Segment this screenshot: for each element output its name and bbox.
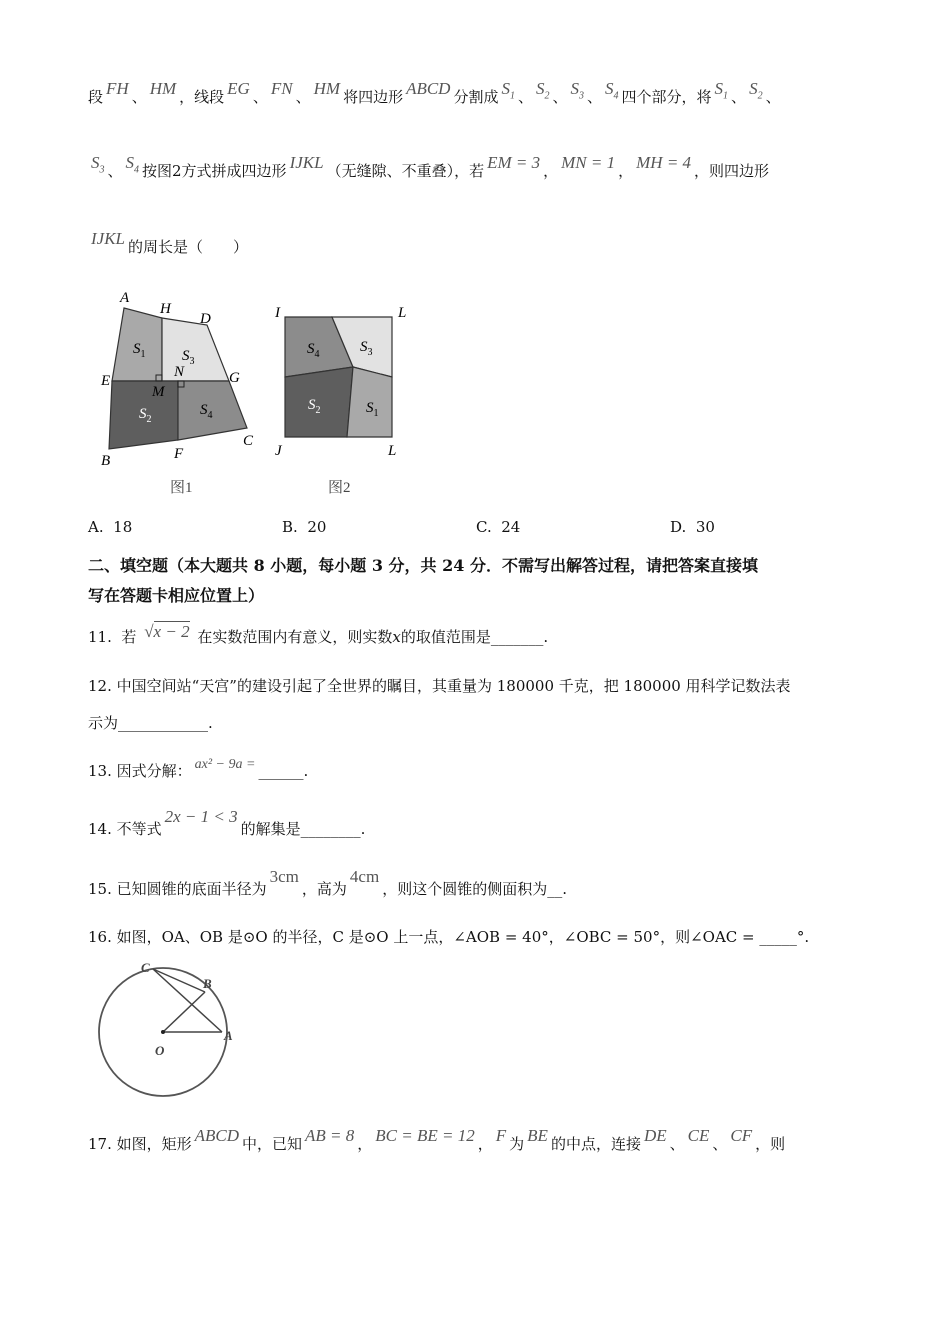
question-11 <box>88 622 549 647</box>
region-label-s1: $S_1$ <box>366 400 379 419</box>
question-15 <box>88 867 567 899</box>
label-a: A <box>120 290 130 306</box>
region-label-s3: $S_3$ <box>182 348 195 367</box>
center-point <box>161 1030 165 1034</box>
figure-1 <box>90 285 280 500</box>
math-de: DE <box>643 1126 667 1145</box>
figure-caption: 图2 <box>328 480 351 496</box>
sep: 、 <box>517 88 533 106</box>
text: ，则 <box>755 1135 786 1153</box>
question-12: 12. 中国空间站“天宫”的建设引起了全世界的瞩目，其重量为 180000 千克，把 180000 用科学记数法表 <box>88 677 791 695</box>
text: ，则四边形 <box>694 162 770 180</box>
region-label-s3: $S_3$ <box>360 339 373 358</box>
text: （无缝隙、不重叠），若 <box>326 162 485 180</box>
math-hm: HM <box>149 79 177 98</box>
text: 的解集是________. <box>240 820 366 838</box>
text: 的中点，连接 <box>550 1135 641 1153</box>
label-h: H <box>160 301 171 317</box>
label-g: G <box>229 370 240 386</box>
text: 分割成 <box>453 88 499 106</box>
text: 14. 不等式 <box>88 820 162 838</box>
question-14 <box>88 807 366 839</box>
option-d[interactable]: D. 30 <box>670 518 715 536</box>
figure-circle <box>95 955 245 1100</box>
sep: 、 <box>765 88 781 106</box>
sep: 、 <box>587 88 603 106</box>
text: 为 <box>509 1135 525 1153</box>
question-number: 11. <box>88 628 112 646</box>
math-hm: HM <box>313 79 341 98</box>
label-o: O <box>155 1043 165 1058</box>
question-16: 16. 如图，OA、OB 是⊙O 的半径，C 是⊙O 上一点，∠AOB = 40°，∠OBC = 50°，则∠OAC = _____°. <box>88 928 810 946</box>
math-be: BE <box>527 1126 548 1145</box>
region-label-s2: $S_2$ <box>139 406 152 425</box>
math-inequality: 2x − 1 < 3 <box>164 807 238 826</box>
text: ，则这个圆锥的侧面积为__. <box>382 880 567 898</box>
text: 若 <box>121 628 137 646</box>
math-s2: $S_2$ <box>536 79 550 102</box>
region-s4 <box>178 381 247 440</box>
text: ______. <box>258 762 309 780</box>
math-s3: $S_3$ <box>91 153 105 176</box>
figure-2 <box>270 295 420 500</box>
sep: ， <box>618 162 634 180</box>
text: ，高为 <box>301 880 347 898</box>
text: 13. 因式分解： <box>88 762 192 780</box>
label-c: C <box>141 960 150 975</box>
math-cf: CF <box>730 1126 753 1145</box>
text: 四个部分，将 <box>621 88 712 106</box>
label-m: M <box>152 384 165 400</box>
label-e: E <box>101 373 111 389</box>
math-abcd: ABCD <box>194 1126 240 1145</box>
math-fn: FN <box>270 79 293 98</box>
text: 17. 如图，矩形 <box>88 1135 192 1153</box>
label-a: A <box>224 1028 233 1043</box>
math-radius: 3cm <box>269 867 299 886</box>
region-s3 <box>162 318 229 381</box>
math-bc-be: BC = BE = 12 <box>375 1126 475 1145</box>
sep: ， <box>543 162 559 180</box>
math-mn: MN = 1 <box>561 153 616 172</box>
math-ab: AB = 8 <box>305 1126 355 1145</box>
label-f: F <box>174 446 184 462</box>
math-ce: CE <box>687 1126 710 1145</box>
math-ijkl: IJKL <box>91 229 125 248</box>
section-heading: 二、填空题（本大题共 8 小题，每小题 3 分，共 24 分．不需写出解答过程，请把答案直接填 <box>88 556 758 575</box>
question-17 <box>88 1126 786 1154</box>
sep: 、 <box>669 1135 685 1153</box>
region-s2 <box>285 367 353 437</box>
section-heading-cont: 写在答题卡相应位置上） <box>88 586 265 605</box>
sep: 、 <box>731 88 747 106</box>
math-height: 4cm <box>349 867 380 886</box>
option-b[interactable]: B. 20 <box>282 518 327 536</box>
text: ，线段 <box>179 88 225 106</box>
segment-cb <box>153 969 205 992</box>
math-abcd: ABCD <box>406 79 451 98</box>
label-n: N <box>174 364 185 380</box>
text: 按图2方式拼成四边形 <box>142 162 287 180</box>
option-a[interactable]: A. 18 <box>88 518 133 536</box>
label-c: C <box>243 433 254 449</box>
sep: 、 <box>252 88 268 106</box>
math-expression: ax² − 9a = <box>194 757 256 772</box>
region-label-s4: $S_4$ <box>307 341 320 360</box>
label-l: L <box>398 305 407 321</box>
question-13 <box>88 757 309 781</box>
sep: ， <box>357 1135 373 1153</box>
math-s1: $S_1$ <box>501 79 515 102</box>
sep: ， <box>477 1135 493 1153</box>
text: 中，已知 <box>242 1135 303 1153</box>
q10-line1 <box>88 79 781 109</box>
label-b: B <box>101 453 111 469</box>
sep: 、 <box>107 162 123 180</box>
math-fh: FH <box>106 79 129 98</box>
label-b: B <box>203 976 212 991</box>
region-label-s2: $S_2$ <box>308 397 321 416</box>
math-ijkl: IJKL <box>289 153 324 172</box>
sep: 、 <box>712 1135 728 1153</box>
math-s4: $S_4$ <box>605 79 619 102</box>
text: 的取值范围是_______. <box>400 628 549 646</box>
sep: 、 <box>295 88 311 106</box>
text: 15. 已知圆锥的底面半径为 <box>88 880 267 898</box>
math-eg: EG <box>227 79 250 98</box>
text: 在实数范围内有意义，则实数 <box>197 628 393 646</box>
sep: 、 <box>552 88 568 106</box>
figure-caption: 图1 <box>170 480 193 496</box>
q10-line3 <box>88 229 249 257</box>
sep: 、 <box>131 88 147 106</box>
label-l: L <box>388 443 397 459</box>
label-j: J <box>275 443 282 459</box>
math-s3: $S_3$ <box>570 79 585 102</box>
math-em: EM = 3 <box>487 153 541 172</box>
label-d: D <box>200 311 211 327</box>
text: 将四边形 <box>343 88 404 106</box>
text: 段 <box>88 88 104 106</box>
math-s4: $S_4$ <box>125 153 140 176</box>
math-s1: $S_1$ <box>714 79 729 102</box>
option-c[interactable]: C. 24 <box>476 518 521 536</box>
math-f: F <box>495 1126 507 1145</box>
text: 的周长是（ ） <box>128 238 249 256</box>
region-label-s4: $S_4$ <box>200 402 213 421</box>
region-label-s1: $S_1$ <box>133 341 146 360</box>
sqrt-expression: √x − 2 <box>144 622 190 641</box>
math-s2: $S_2$ <box>749 79 763 102</box>
math-mh: MH = 4 <box>636 153 692 172</box>
label-i: I <box>275 305 280 321</box>
q10-line2 <box>88 153 770 183</box>
math-x: x <box>392 628 401 646</box>
question-12-cont: 示为____________. <box>88 714 213 732</box>
